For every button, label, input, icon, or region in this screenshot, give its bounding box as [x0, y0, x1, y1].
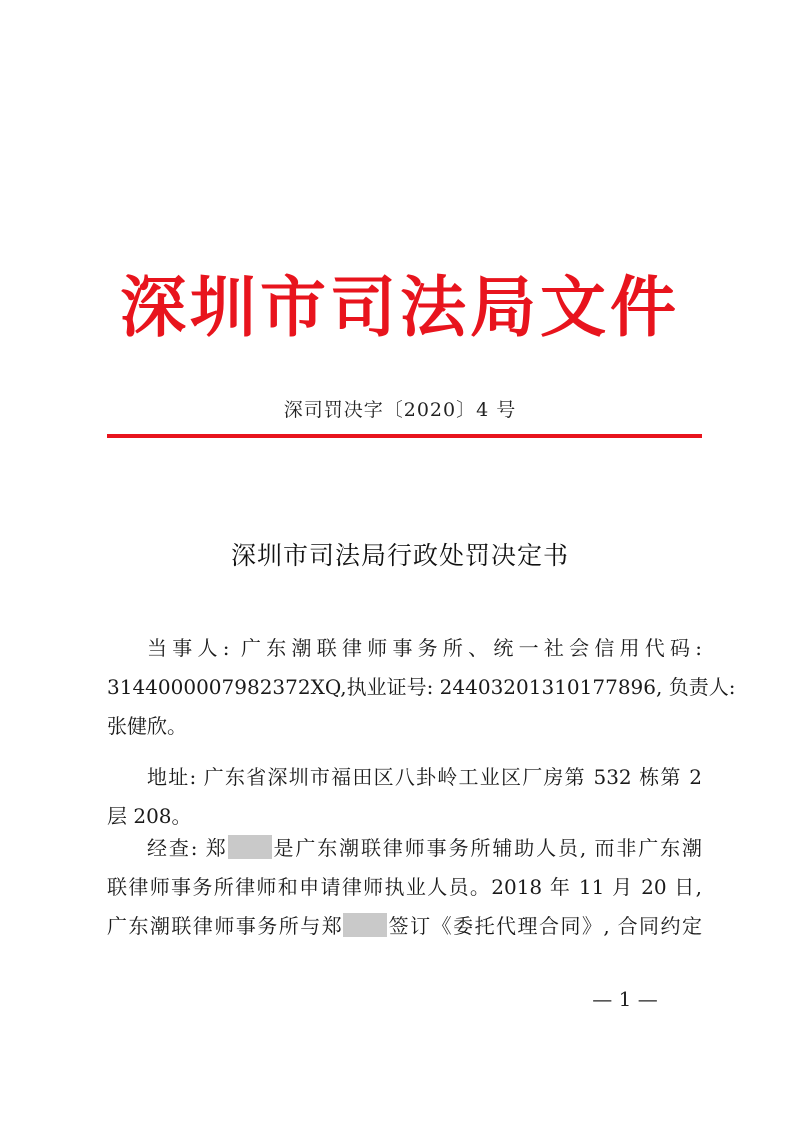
party-line-2: 3144000007982372XQ,执业证号: 24403201310177896, 负责人: [107, 675, 736, 699]
address-line-2: 层 208。 [107, 804, 192, 828]
header-red-divider [107, 434, 702, 438]
findings-line-3-pre: 广东潮联律师事务所与郑 [107, 914, 344, 938]
page-number: — 1 — [592, 987, 658, 1011]
party-line-1: 当事人: 广东潮联律师事务所、统一社会信用代码: [147, 636, 702, 660]
findings-line-1-post: 是广东潮联律师事务所辅助人员, 而非广东潮 [271, 836, 702, 860]
decision-title: 深圳市司法局行政处罚决定书 [230, 541, 569, 570]
address-line-1: 地址: 广东省深圳市福田区八卦岭工业区厂房第 532 栋第 2 [147, 765, 702, 789]
redacted-name-block [228, 835, 272, 859]
findings-line-3 [107, 907, 702, 946]
findings-line-1-pre: 经查: 郑 [147, 836, 228, 860]
party-paragraph [107, 629, 736, 746]
findings-paragraph [107, 829, 702, 946]
document-number: 深司罚决字〔2020〕4 号 [283, 399, 517, 421]
party-line-3: 张健欣。 [107, 714, 187, 738]
redacted-name-block [343, 913, 387, 937]
document-header-title: 深圳市司法局文件 [120, 268, 680, 346]
findings-line-2: 联律师事务所律师和申请律师执业人员。2018 年 11 月 20 日, [107, 875, 702, 899]
findings-line-1 [107, 829, 702, 868]
findings-line-3-post: 签订《委托代理合同》, 合同约定 [387, 914, 703, 938]
address-paragraph [107, 758, 702, 836]
